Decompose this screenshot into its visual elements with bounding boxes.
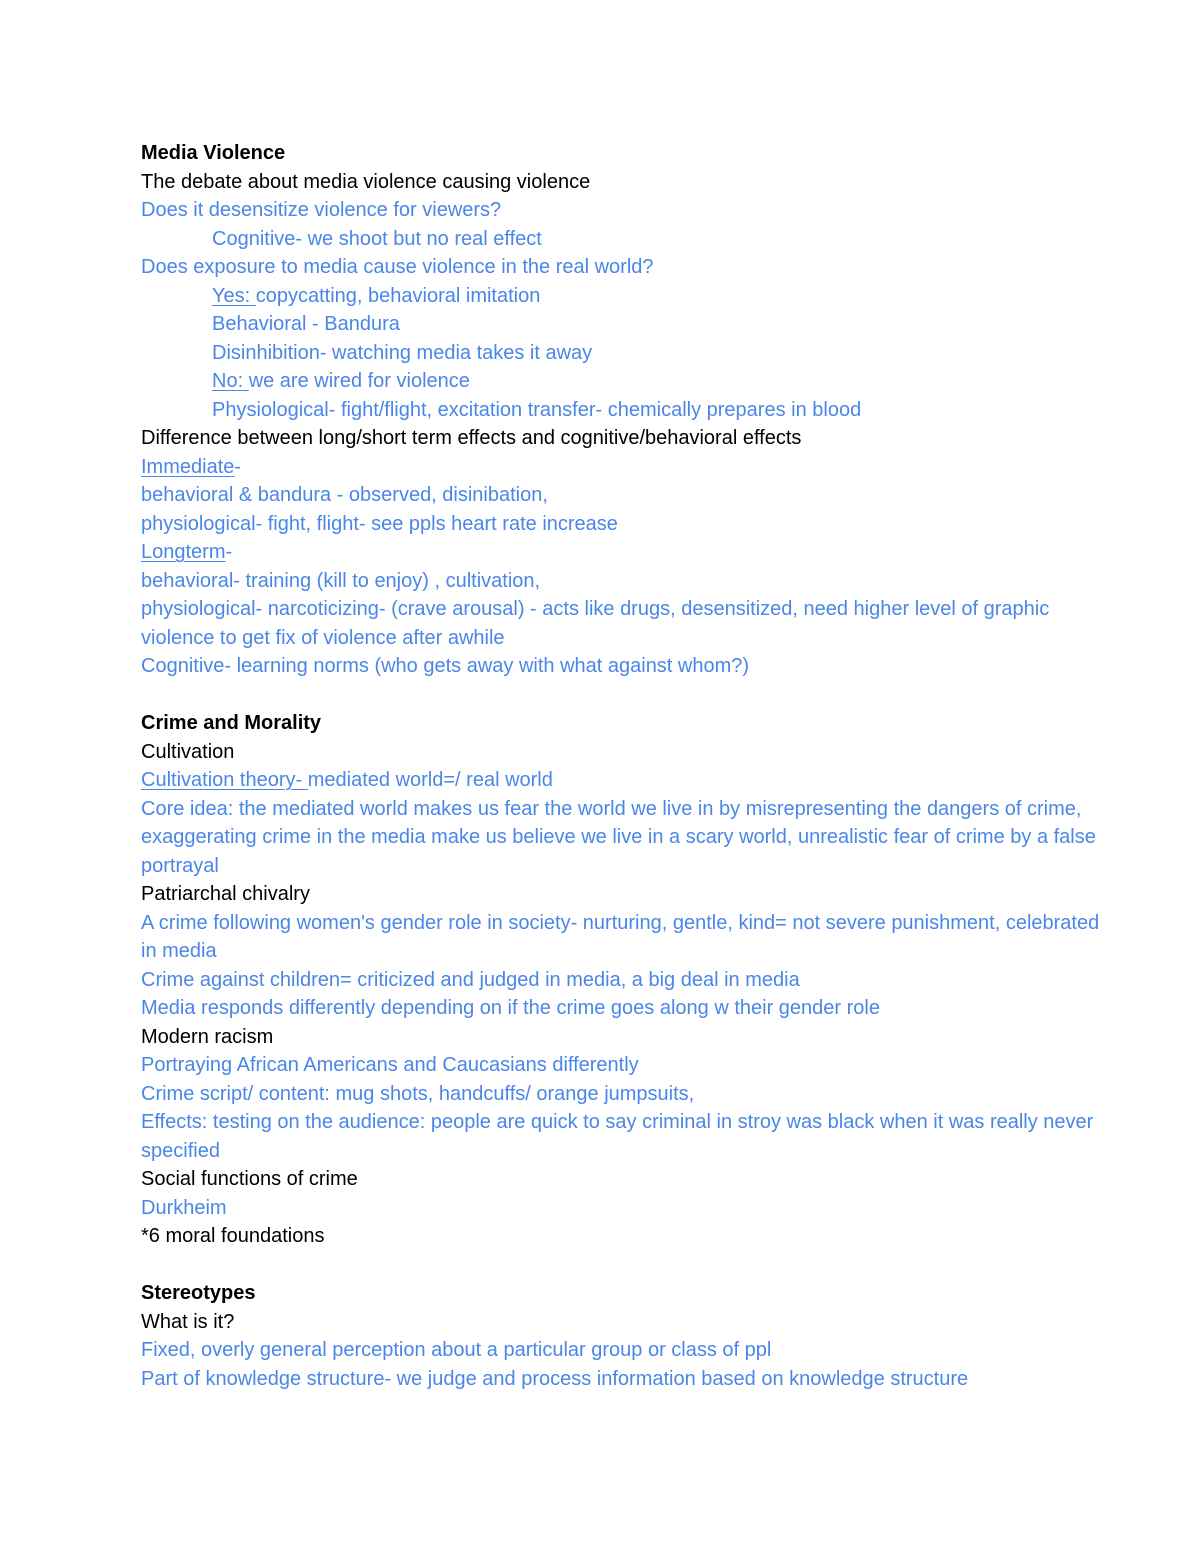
- note-line: physiological- fight, flight- see ppls heart rate increase: [141, 512, 618, 535]
- document-page: [141, 139, 1101, 1393]
- blank-line: [141, 681, 1101, 710]
- note-line: What is it?: [141, 1310, 235, 1333]
- underlined-label: Yes:: [212, 284, 256, 307]
- note-text: -: [234, 455, 242, 478]
- note-line: Core idea: the mediated world makes us fear the world we live in by misrepresenting the dangers of crime, exaggerating crime in the media make us believe we live in a scary world, unrealistic fear of crime by a false portrayal: [141, 797, 1096, 877]
- blank-line: [141, 1251, 1101, 1280]
- underlined-label: Cultivation theory-: [141, 769, 308, 791]
- note-line: Patriarchal chivalry: [141, 883, 310, 905]
- note-line: A crime following women's gender role in society- nurturing, gentle, kind= not severe punishment, celebrated in media: [141, 911, 1100, 962]
- note-line: physiological- narcoticizing- (crave arousal) - acts like drugs, desensitized, need higher level of graphic violence to get fix of violence after awhile: [141, 598, 1050, 649]
- note-text: -: [225, 541, 233, 563]
- note-line: Portraying African Americans and Caucasians differently: [141, 1054, 639, 1076]
- note-line: Social functions of crime: [141, 1168, 358, 1190]
- note-line: Behavioral - Bandura: [212, 313, 400, 335]
- underlined-label: Longterm: [141, 541, 226, 563]
- note-text: we are wired for violence: [248, 370, 470, 392]
- note-line: The debate about media violence causing violence: [141, 170, 591, 193]
- underlined-label: Immediate: [141, 455, 235, 478]
- note-line: Part of knowledge structure- we judge and process information based on knowledge structure: [141, 1367, 969, 1390]
- note-line: Does it desensitize violence for viewers?: [141, 199, 502, 221]
- note-line: [141, 282, 1101, 311]
- note-line: Durkheim: [141, 1196, 227, 1219]
- note-line: [141, 538, 1101, 567]
- note-line: [141, 453, 1101, 482]
- note-line: Disinhibition- watching media takes it away: [212, 341, 593, 364]
- section-heading-media-violence: Media Violence: [141, 142, 286, 164]
- note-line: [141, 766, 1101, 795]
- note-line: Cultivation: [141, 740, 235, 763]
- note-line: Physiological- fight/flight, excitation transfer- chemically prepares in blood: [212, 398, 862, 421]
- note-line: Media responds differently depending on if the crime goes along w their gender role: [141, 997, 880, 1019]
- note-line: Crime script/ content: mug shots, handcuffs/ orange jumpsuits,: [141, 1082, 695, 1105]
- note-line: Difference between long/short term effects and cognitive/behavioral effects: [141, 427, 802, 449]
- note-line: Cognitive- learning norms (who gets away with what against whom?): [141, 655, 750, 677]
- note-line: *6 moral foundations: [141, 1225, 325, 1247]
- note-line: Effects: testing on the audience: people are quick to say criminal in stroy was black when it was really never specified: [141, 1111, 1094, 1162]
- note-line: Cognitive- we shoot but no real effect: [212, 227, 542, 250]
- note-line: Fixed, overly general perception about a particular group or class of ppl: [141, 1339, 772, 1361]
- note-line: Crime against children= criticized and judged in media, a big deal in media: [141, 968, 800, 991]
- note-line: Does exposure to media cause violence in the real world?: [141, 256, 654, 278]
- section-heading-crime-and-morality: Crime and Morality: [141, 712, 322, 734]
- note-line: behavioral & bandura - observed, disinibation,: [141, 484, 548, 506]
- note-text: mediated world=/ real world: [307, 769, 553, 791]
- underlined-label: No:: [212, 370, 249, 392]
- note-text: copycatting, behavioral imitation: [255, 284, 541, 307]
- note-line: behavioral- training (kill to enjoy) , cultivation,: [141, 569, 541, 592]
- note-line: Modern racism: [141, 1025, 274, 1048]
- section-heading-stereotypes: Stereotypes: [141, 1282, 256, 1304]
- note-line: [141, 367, 1101, 396]
